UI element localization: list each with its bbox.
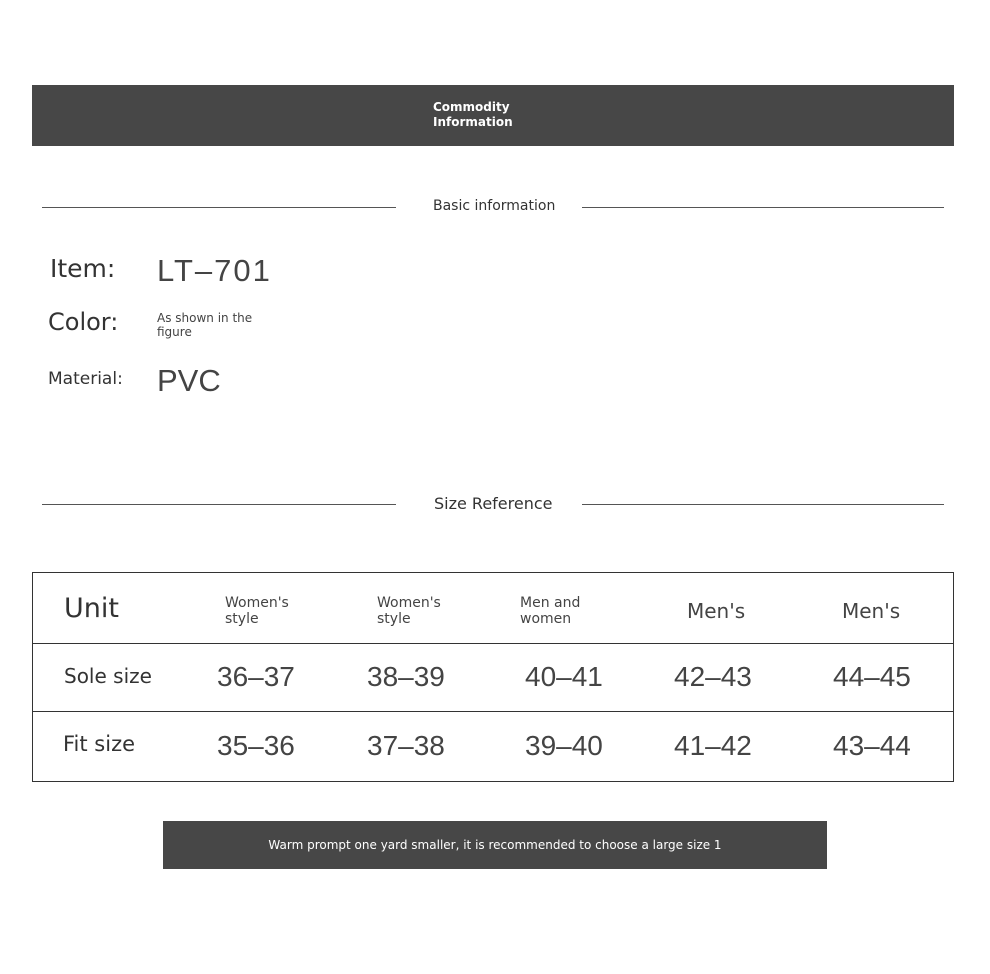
fit-size-value: 43–44 [833, 730, 911, 761]
unit-header: Unit [64, 593, 119, 624]
item-label: Item: [50, 254, 116, 283]
womens-style-header: Women's style [225, 595, 289, 627]
sole-size-value: 40–41 [525, 661, 603, 692]
fit-size-value: 37–38 [367, 730, 445, 761]
color-label: Color: [48, 308, 119, 336]
sole-size-label: Sole size [64, 664, 152, 688]
color-value: As shown in the figure [157, 311, 253, 339]
header-title: Commodity Information [433, 100, 513, 129]
table-row-divider [33, 643, 953, 644]
commodity-information-header [32, 85, 954, 146]
fit-size-value: 39–40 [525, 730, 603, 761]
table-row-divider [33, 711, 953, 712]
sole-size-value: 36–37 [217, 661, 295, 692]
size-section-right-line [582, 504, 944, 505]
sole-size-value: 42–43 [674, 661, 752, 692]
material-label: Material: [48, 369, 123, 389]
fit-size-value: 41–42 [674, 730, 752, 761]
size-section-left-line [42, 504, 396, 505]
size-reference-table [32, 572, 954, 782]
mens-header: Men's [687, 599, 746, 623]
sole-size-value: 44–45 [833, 661, 911, 692]
material-value: PVC [157, 363, 221, 398]
item-value: LT–701 [157, 253, 272, 288]
men-and-women-header: Men and women [520, 595, 581, 627]
warm-prompt-banner [163, 821, 827, 869]
fit-size-value: 35–36 [217, 730, 295, 761]
basic-section-right-line [582, 207, 944, 208]
sole-size-value: 38–39 [367, 661, 445, 692]
fit-size-label: Fit size [63, 732, 136, 756]
womens-style-header: Women's style [377, 595, 441, 627]
size-section-title: Size Reference [434, 494, 553, 513]
basic-section-left-line [42, 207, 396, 208]
warm-prompt-text: Warm prompt one yard smaller, it is recommended to choose a large size 1 [268, 838, 722, 852]
mens-header: Men's [842, 599, 901, 623]
basic-section-title: Basic information [433, 198, 556, 214]
